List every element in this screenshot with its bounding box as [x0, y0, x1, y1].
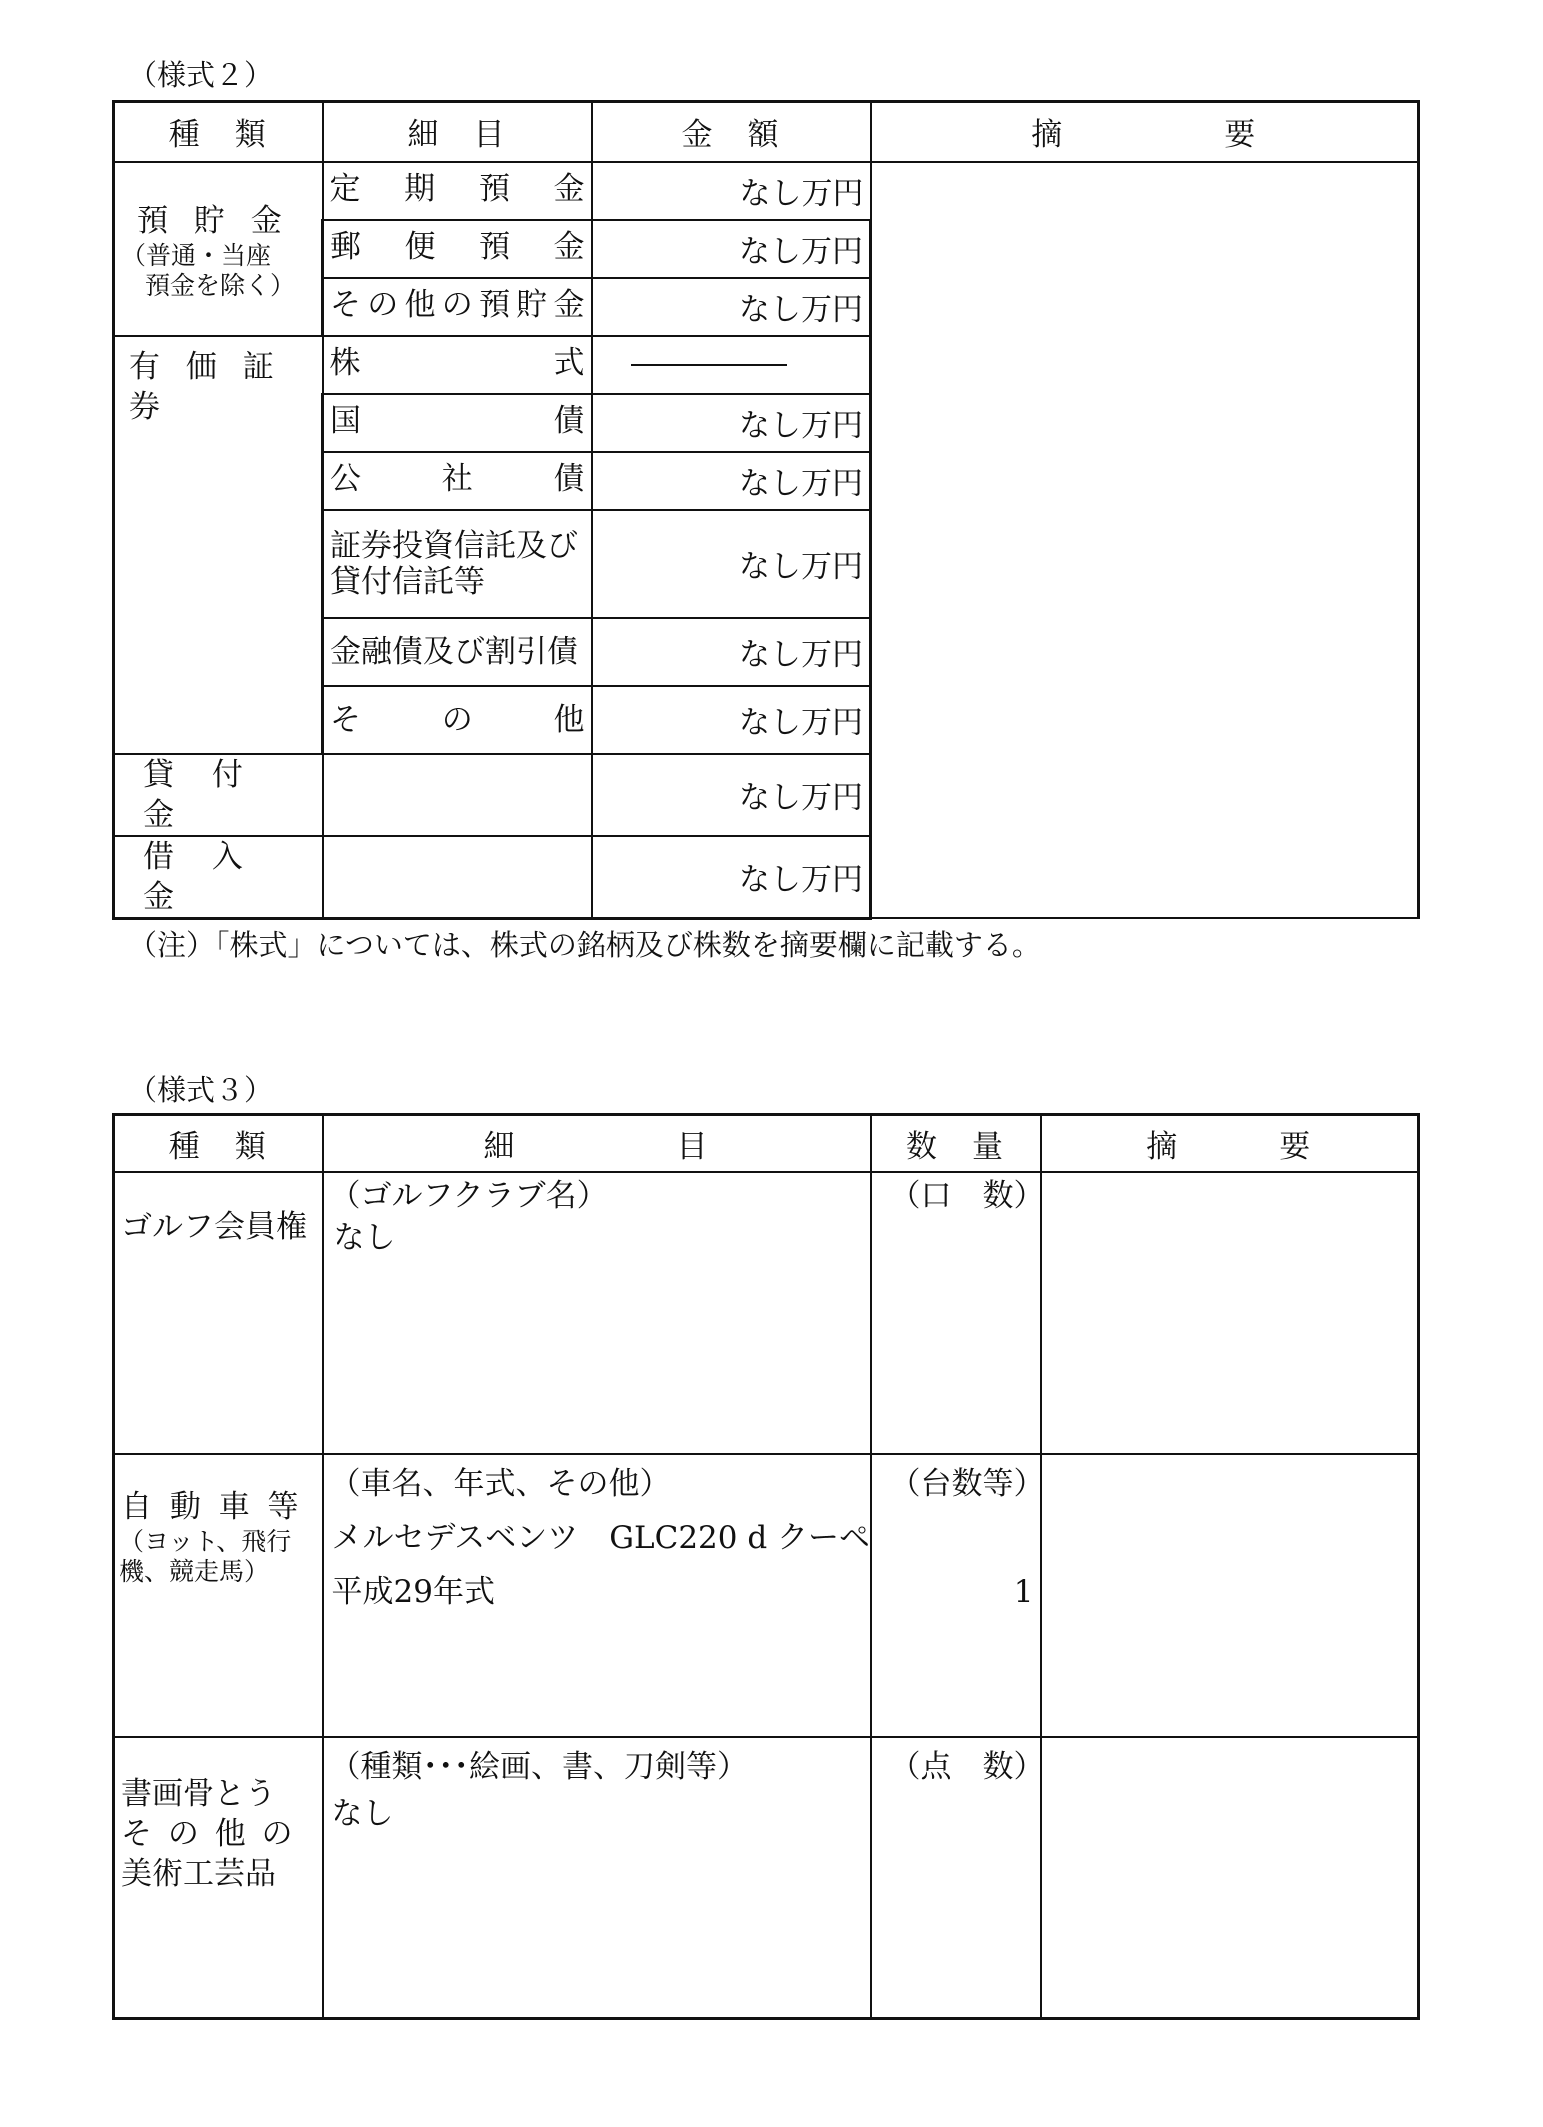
detail-char: 便	[404, 228, 436, 265]
f3-qty-art-label: （点 数）	[889, 1748, 1045, 1785]
detail-fixed-deposit	[323, 162, 592, 220]
f3-qty-vehicles-label: （台数等）	[889, 1465, 1045, 1502]
amount-postal-deposit: なし万円	[592, 220, 871, 278]
header-detail: 細 目	[323, 102, 592, 162]
dash-line	[631, 364, 787, 366]
amount-investment-trusts: なし万円	[592, 510, 871, 618]
f3-category-art	[114, 1737, 323, 2019]
form2-table	[112, 100, 1420, 920]
amount-borrowings: なし万円	[592, 836, 871, 919]
detail-other-deposit	[323, 278, 592, 336]
category-borrowings	[114, 836, 323, 919]
form3-table	[112, 1113, 1420, 2020]
detail-char: 預	[478, 170, 510, 207]
detail-char: 式	[553, 344, 585, 381]
f3-detail-art-value: なし	[331, 1795, 394, 1832]
f3-header-detail-a: 細	[483, 1128, 517, 1165]
f3-qty-golf	[871, 1172, 1045, 1454]
category-loans-title: 貸 付 金	[143, 756, 257, 833]
detail-investment-trusts	[323, 510, 592, 618]
f3-category-vehicles-note-2: 機、競走馬）	[119, 1556, 270, 1586]
detail-stocks	[323, 336, 592, 394]
f3-remarks-art	[1041, 1737, 1419, 2019]
f3-qty-golf-label: （口 数）	[889, 1177, 1045, 1214]
f3-detail-golf-value: なし	[333, 1219, 396, 1256]
detail-other-securities	[323, 686, 592, 754]
detail-financial-bonds	[323, 618, 592, 686]
f3-header-remarks	[1041, 1115, 1419, 1172]
amount-other-deposit: なし万円	[592, 278, 871, 336]
category-deposits	[114, 162, 323, 336]
detail-investment-trusts-line2: 貸付信託等	[330, 563, 485, 600]
f3-header-quantity: 数 量	[871, 1115, 1041, 1172]
detail-char: 他	[404, 286, 436, 323]
detail-char: 金	[553, 286, 585, 323]
f3-detail-vehicles-year: 平成29年式	[331, 1573, 495, 1610]
detail-char: 国	[330, 402, 361, 439]
detail-char: 社	[441, 460, 473, 497]
f3-category-golf-title: ゴルフ会員権	[121, 1208, 307, 1245]
detail-char: 株	[329, 344, 361, 381]
amount-fixed-deposit: なし万円	[592, 162, 871, 220]
header-type: 種 類	[114, 102, 323, 162]
f3-header-remarks-b: 要	[1279, 1128, 1313, 1165]
detail-char: の	[441, 286, 473, 323]
detail-postal-deposit	[323, 220, 592, 278]
remarks-column	[871, 162, 1419, 919]
f3-category-golf	[114, 1172, 323, 1454]
detail-char: そ	[330, 286, 361, 323]
f3-category-art-line2: そ の 他 の	[121, 1815, 296, 1852]
header-remarks-a: 摘	[1031, 117, 1065, 154]
detail-char: の	[441, 701, 473, 738]
form3-label: （様式３）	[128, 1073, 274, 1107]
detail-borrowings	[323, 836, 592, 919]
f3-detail-golf	[323, 1172, 871, 1454]
category-deposits-note-1: （普通・当座	[121, 240, 272, 270]
detail-char: 公	[330, 460, 361, 497]
detail-char: 預	[479, 286, 510, 323]
amount-other-securities: なし万円	[592, 686, 871, 754]
f3-qty-art	[871, 1737, 1045, 2019]
detail-corporate-bonds	[323, 452, 592, 510]
header-amount: 金 額	[592, 102, 871, 162]
header-remarks-b: 要	[1224, 117, 1258, 154]
f3-detail-art	[323, 1737, 871, 2019]
detail-loans	[323, 754, 592, 836]
f3-detail-vehicles-label: （車名、年式、その他）	[329, 1465, 671, 1502]
header-remarks	[871, 102, 1419, 162]
detail-char: 債	[553, 402, 585, 439]
f3-category-art-line1: 書画骨とう	[121, 1775, 276, 1812]
detail-char: 金	[553, 170, 585, 207]
detail-char: 期	[404, 170, 436, 207]
f3-category-vehicles-title: 自 動 車 等	[121, 1488, 303, 1525]
f3-header-detail	[323, 1115, 871, 1172]
detail-char: の	[367, 286, 399, 323]
f3-header-type: 種 類	[114, 1115, 323, 1172]
detail-char: 預	[479, 228, 510, 265]
category-securities-title: 有 価 証 券	[129, 348, 282, 425]
f3-remarks-vehicles	[1041, 1454, 1419, 1737]
amount-financial-bonds: なし万円	[592, 618, 871, 686]
amount-loans: なし万円	[592, 754, 871, 836]
detail-char: 貯	[516, 286, 548, 323]
f3-detail-art-label: （種類･･･絵画、書、刀剣等）	[329, 1748, 748, 1785]
detail-char: 債	[553, 460, 585, 497]
f3-detail-vehicles	[323, 1454, 871, 1737]
category-loans	[114, 754, 323, 836]
f3-category-vehicles-note-1: （ヨット、飛行	[119, 1526, 292, 1556]
detail-char: 金	[553, 228, 585, 265]
f3-category-art-line3: 美術工芸品	[121, 1855, 276, 1892]
detail-char: 郵	[330, 228, 361, 265]
f3-header-detail-b: 目	[676, 1128, 710, 1165]
f3-header-remarks-a: 摘	[1146, 1128, 1180, 1165]
category-deposits-title: 預 貯 金	[137, 202, 290, 239]
f3-detail-vehicles-model: メルセデスベンツ GLC220 d クーペ	[331, 1519, 871, 1556]
detail-char: そ	[330, 701, 361, 738]
category-borrowings-title: 借 入 金	[143, 838, 257, 915]
category-securities	[114, 336, 323, 754]
detail-investment-trusts-line1: 証券投資信託及び	[330, 527, 578, 564]
detail-financial-bonds-text: 金融債及び割引債	[330, 633, 578, 670]
form2-label: （様式２）	[128, 58, 274, 92]
f3-category-vehicles	[114, 1454, 323, 1737]
f3-detail-golf-label: （ゴルフクラブ名）	[329, 1177, 608, 1214]
f3-remarks-golf	[1041, 1172, 1419, 1454]
detail-char: 定	[329, 170, 361, 207]
amount-government-bonds: なし万円	[592, 394, 871, 452]
category-deposits-note-2: 預金を除く）	[145, 270, 296, 300]
detail-char: 他	[553, 701, 585, 738]
f3-qty-vehicles-value: 1	[1013, 1573, 1034, 1610]
f3-qty-vehicles	[871, 1454, 1045, 1737]
amount-corporate-bonds: なし万円	[592, 452, 871, 510]
form2-note: （注）「株式」については、株式の銘柄及び株数を摘要欄に記載する。	[128, 928, 1041, 962]
amount-stocks	[592, 336, 871, 394]
detail-government-bonds	[323, 394, 592, 452]
